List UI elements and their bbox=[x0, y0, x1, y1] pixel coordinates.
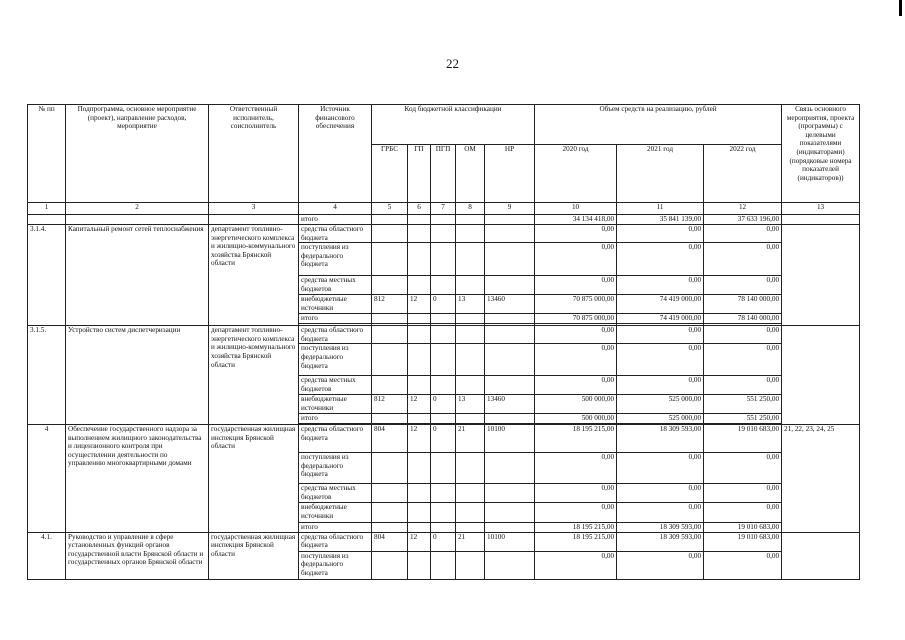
source-label: итого bbox=[299, 215, 372, 225]
value-2021: 74 419 000,00 bbox=[617, 314, 704, 324]
source-label: средства областного бюджета bbox=[299, 424, 372, 452]
row-link: 21, 22, 23, 24, 25 bbox=[782, 424, 860, 532]
code-np: 10100 bbox=[485, 424, 535, 452]
code-pgp: 0 bbox=[431, 395, 456, 414]
row-executor: департамент топливно-энергетического комплекса и жилищно-коммунального хозяйства Брянской области bbox=[209, 326, 299, 425]
value-2020: 70 875 000,00 bbox=[535, 314, 617, 324]
table-row bbox=[28, 225, 860, 243]
table-row bbox=[28, 326, 860, 344]
col-number: 10 bbox=[535, 203, 617, 215]
header-2021: 2021 год bbox=[617, 145, 704, 203]
value-2021: 0,00 bbox=[617, 502, 704, 522]
column-number-row bbox=[28, 203, 860, 215]
header-budget-code: Код бюджетной классификации bbox=[372, 105, 535, 145]
col-number: 5 bbox=[372, 203, 408, 215]
header-link: Связь основного мероприятия, проекта (программы) с целевыми показателями (индикаторами) (порядковые номера показателей (индикаторов)) bbox=[782, 105, 860, 203]
table-row bbox=[28, 424, 860, 452]
header-name: Подпрограмма, основное мероприятие (проект), направление расходов, мероприятие bbox=[66, 105, 209, 203]
source-label: средства областного бюджета bbox=[299, 326, 372, 344]
value-2021: 0,00 bbox=[617, 225, 704, 243]
value-2021: 0,00 bbox=[617, 452, 704, 483]
page-number: 22 bbox=[446, 56, 459, 71]
value-2021: 525 000,00 bbox=[617, 395, 704, 414]
source-label: средства областного бюджета bbox=[299, 225, 372, 243]
budget-table bbox=[27, 104, 860, 580]
row-name: Руководство и управление в сфере установленных функций органов государственной власти Брянской области и государственных органов Брянской области bbox=[66, 532, 209, 579]
source-label: внебюджетные источники bbox=[299, 395, 372, 414]
value-2021: 0,00 bbox=[617, 344, 704, 376]
col-number: 1 bbox=[28, 203, 66, 215]
row-executor: государственная жилищная инспекция Брянской области bbox=[209, 532, 299, 579]
value-2020: 0,00 bbox=[535, 276, 617, 295]
value-2021: 35 841 139,00 bbox=[617, 215, 704, 225]
col-number: 11 bbox=[617, 203, 704, 215]
header-2020: 2020 год bbox=[535, 145, 617, 203]
source-label: поступления из федерального бюджета bbox=[299, 243, 372, 276]
col-number: 3 bbox=[209, 203, 299, 215]
value-2022: 0,00 bbox=[704, 225, 782, 243]
value-2022: 0,00 bbox=[704, 344, 782, 376]
source-label: поступления из федерального бюджета bbox=[299, 344, 372, 376]
code-grbs: 804 bbox=[372, 532, 408, 551]
code-om: 21 bbox=[456, 532, 485, 551]
value-2022: 37 633 196,00 bbox=[704, 215, 782, 225]
code-om: 13 bbox=[456, 295, 485, 314]
source-label: средства местных бюджетов bbox=[299, 376, 372, 395]
col-number: 7 bbox=[431, 203, 456, 215]
value-2022: 19 010 683,00 bbox=[704, 522, 782, 532]
row-number: 3.1.4. bbox=[28, 225, 66, 326]
source-label: поступления из федерального бюджета bbox=[299, 551, 372, 579]
header-om: ОМ bbox=[456, 145, 485, 203]
code-grbs: 812 bbox=[372, 395, 408, 414]
value-2020: 34 134 418,00 bbox=[535, 215, 617, 225]
value-2022: 0,00 bbox=[704, 551, 782, 579]
value-2022: 551 250,00 bbox=[704, 414, 782, 424]
value-2022: 19 010 683,00 bbox=[704, 532, 782, 551]
value-2022: 78 140 000,00 bbox=[704, 314, 782, 324]
source-label: итого bbox=[299, 414, 372, 424]
value-2021: 0,00 bbox=[617, 276, 704, 295]
table-row bbox=[28, 215, 860, 225]
value-2020: 0,00 bbox=[535, 326, 617, 344]
value-2022: 78 140 000,00 bbox=[704, 295, 782, 314]
value-2020: 18 195 215,00 bbox=[535, 532, 617, 551]
scan-edge-mark bbox=[899, 0, 902, 16]
source-label: итого bbox=[299, 522, 372, 532]
source-label: средства областного бюджета bbox=[299, 532, 372, 551]
value-2021: 0,00 bbox=[617, 243, 704, 276]
code-np: 13460 bbox=[485, 395, 535, 414]
code-np: 13460 bbox=[485, 295, 535, 314]
header-source: Источник финансового обеспечения bbox=[299, 105, 372, 203]
value-2021: 0,00 bbox=[617, 376, 704, 395]
value-2021: 18 309 593,00 bbox=[617, 532, 704, 551]
value-2020: 0,00 bbox=[535, 502, 617, 522]
value-2020: 500 000,00 bbox=[535, 395, 617, 414]
header-2022: 2022 год bbox=[704, 145, 782, 203]
code-om: 21 bbox=[456, 424, 485, 452]
row-executor: департамент топливно-энергетического комплекса и жилищно-коммунального хозяйства Брянской области bbox=[209, 225, 299, 326]
row-name: Обеспечение государственного надзора за выполнением жилищного законодательства и лицензионного контроля при осуществлении деятельности по управлению многоквартирными домами bbox=[66, 424, 209, 532]
value-2020: 500 000,00 bbox=[535, 414, 617, 424]
value-2020: 0,00 bbox=[535, 551, 617, 579]
header-funding: Объем средств на реализацию, рублей bbox=[535, 105, 782, 145]
value-2021: 0,00 bbox=[617, 326, 704, 344]
value-2022: 19 010 683,00 bbox=[704, 424, 782, 452]
source-label: внебюджетные источники bbox=[299, 295, 372, 314]
row-number: 4.1. bbox=[28, 532, 66, 579]
value-2020: 0,00 bbox=[535, 452, 617, 483]
code-np: 10100 bbox=[485, 532, 535, 551]
value-2022: 0,00 bbox=[704, 376, 782, 395]
value-2022: 551 250,00 bbox=[704, 395, 782, 414]
code-grbs: 812 bbox=[372, 295, 408, 314]
value-2020: 0,00 bbox=[535, 243, 617, 276]
value-2020: 0,00 bbox=[535, 225, 617, 243]
value-2020: 18 195 215,00 bbox=[535, 424, 617, 452]
col-number: 12 bbox=[704, 203, 782, 215]
code-gp: 12 bbox=[408, 395, 431, 414]
header-gp: ГП bbox=[408, 145, 431, 203]
value-2020: 18 195 215,00 bbox=[535, 522, 617, 532]
col-number: 13 bbox=[782, 203, 860, 215]
header-executor: Ответственный исполнитель, соисполнитель bbox=[209, 105, 299, 203]
value-2021: 0,00 bbox=[617, 483, 704, 502]
col-number: 6 bbox=[408, 203, 431, 215]
code-gp: 12 bbox=[408, 295, 431, 314]
code-gp: 12 bbox=[408, 532, 431, 551]
value-2020: 0,00 bbox=[535, 376, 617, 395]
header-grbs: ГРБС bbox=[372, 145, 408, 203]
row-number: 4 bbox=[28, 424, 66, 532]
value-2022: 0,00 bbox=[704, 276, 782, 295]
col-number: 9 bbox=[485, 203, 535, 215]
source-label: итого bbox=[299, 314, 372, 324]
table-row bbox=[28, 532, 860, 551]
row-number: 3.1.5. bbox=[28, 326, 66, 425]
row-name: Капитальный ремонт сетей теплоснабжения bbox=[66, 225, 209, 326]
value-2021: 74 419 000,00 bbox=[617, 295, 704, 314]
col-number: 2 bbox=[66, 203, 209, 215]
value-2020: 70 875 000,00 bbox=[535, 295, 617, 314]
value-2021: 18 309 593,00 bbox=[617, 424, 704, 452]
code-pgp: 0 bbox=[431, 424, 456, 452]
code-om: 13 bbox=[456, 395, 485, 414]
source-label: внебюджетные источники bbox=[299, 502, 372, 522]
value-2020: 0,00 bbox=[535, 483, 617, 502]
header-np: НР bbox=[485, 145, 535, 203]
header-pgp: ПГП bbox=[431, 145, 456, 203]
col-number: 4 bbox=[299, 203, 372, 215]
code-pgp: 0 bbox=[431, 532, 456, 551]
source-label: средства местных бюджетов bbox=[299, 276, 372, 295]
source-label: поступления из федерального бюджета bbox=[299, 452, 372, 483]
code-grbs: 804 bbox=[372, 424, 408, 452]
source-label: средства местных бюджетов bbox=[299, 483, 372, 502]
value-2021: 0,00 bbox=[617, 551, 704, 579]
header-num: № пп bbox=[28, 105, 66, 203]
row-executor: государственная жилищная инспекция Брянской области bbox=[209, 424, 299, 532]
col-number: 8 bbox=[456, 203, 485, 215]
code-gp: 12 bbox=[408, 424, 431, 452]
value-2022: 0,00 bbox=[704, 483, 782, 502]
value-2022: 0,00 bbox=[704, 502, 782, 522]
row-name: Устройство систем диспетчеризации bbox=[66, 326, 209, 425]
value-2020: 0,00 bbox=[535, 344, 617, 376]
value-2022: 0,00 bbox=[704, 452, 782, 483]
value-2022: 0,00 bbox=[704, 326, 782, 344]
code-pgp: 0 bbox=[431, 295, 456, 314]
value-2022: 0,00 bbox=[704, 243, 782, 276]
value-2021: 525 000,00 bbox=[617, 414, 704, 424]
header-row bbox=[28, 105, 860, 145]
value-2021: 18 309 593,00 bbox=[617, 522, 704, 532]
